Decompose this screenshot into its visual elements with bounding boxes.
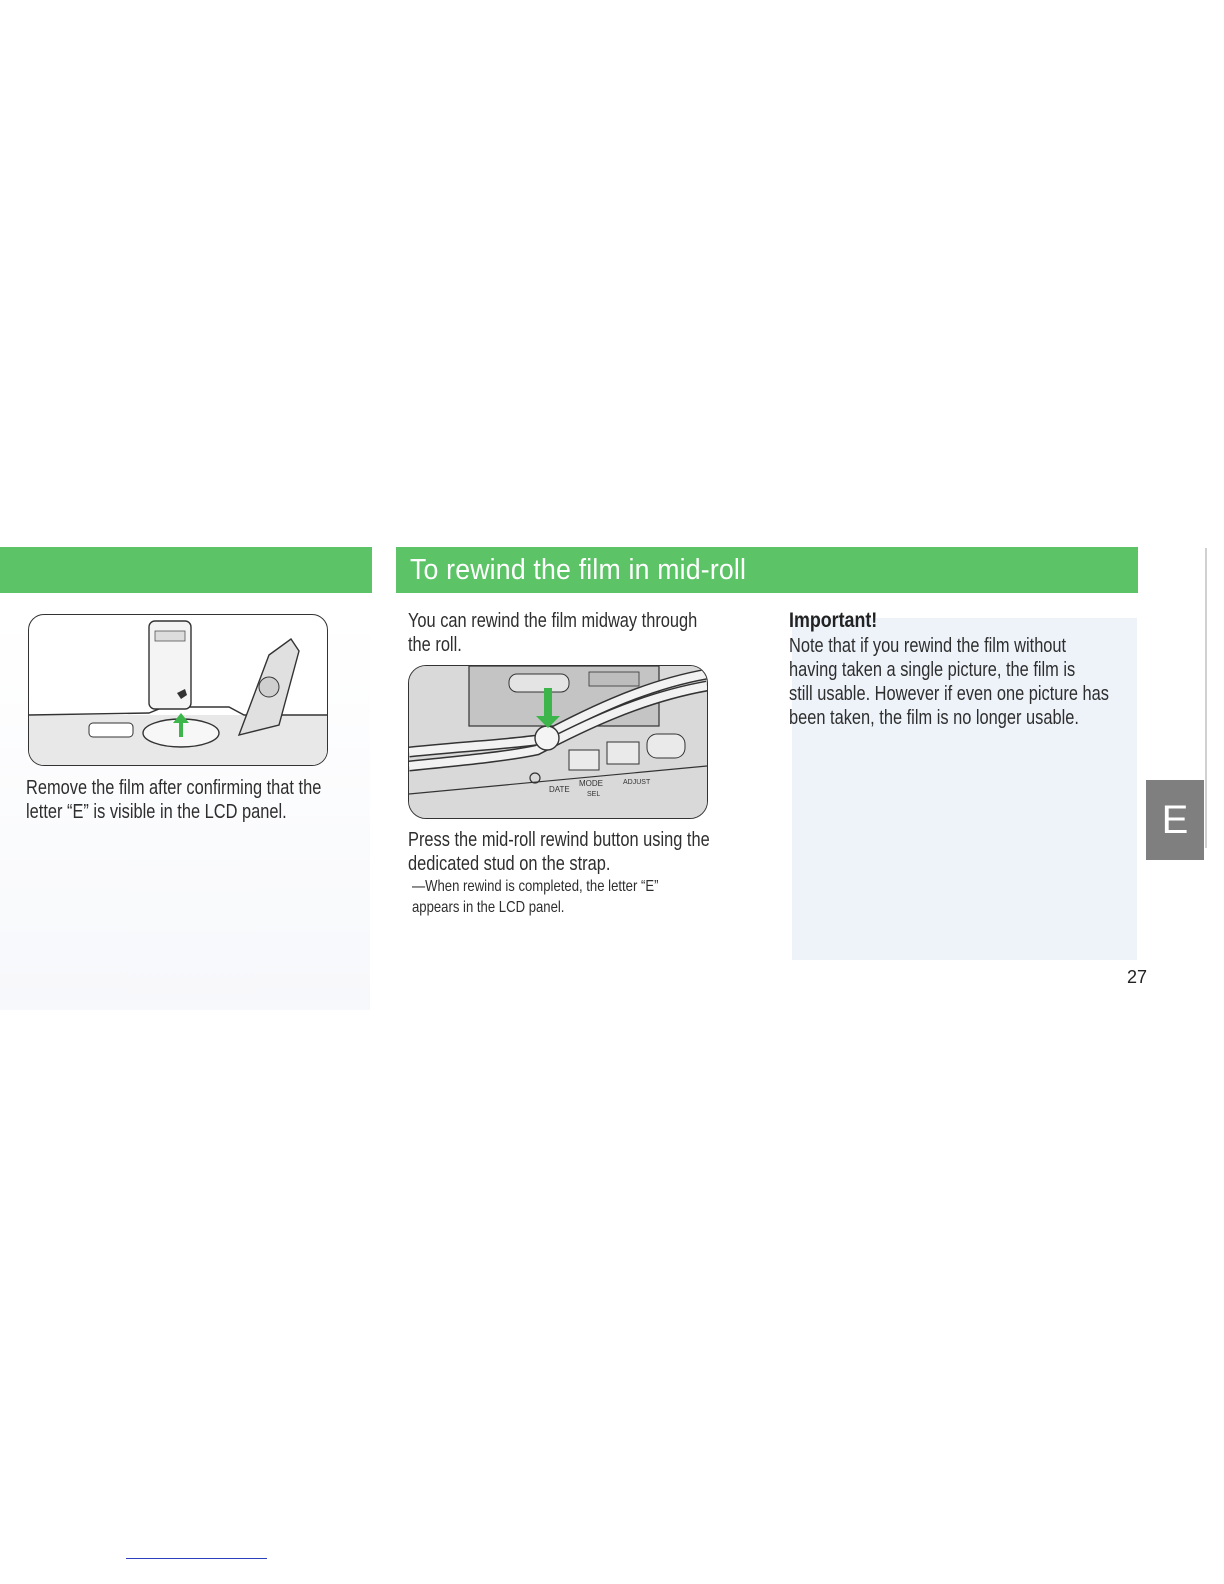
footer-rule (126, 1558, 267, 1559)
page-number: 27 (1127, 967, 1148, 987)
middle-caption: Press the mid-roll rewind button using the dedicated stud on the strap. (408, 829, 710, 875)
important-body: Note that if you rewind the film without having taken a single picture, the film is still usable. However if even one picture has been taken, the film is no longer usable. (789, 635, 1109, 729)
rewind-button-illustration (408, 665, 708, 819)
intro-text: You can rewind the film midway through the roll. (408, 610, 698, 656)
important-heading: Important! (789, 609, 878, 632)
completion-note: —When rewind is completed, the letter “E” appears in the LCD panel. (412, 878, 659, 916)
svg-text:MODE: MODE (579, 779, 603, 788)
camera-open-back-drawing (29, 615, 327, 765)
section-title: To rewind the film in mid-roll (410, 554, 747, 586)
svg-text:DATE: DATE (549, 785, 570, 794)
strap-stud-drawing (409, 666, 707, 818)
svg-text:SEL: SEL (587, 791, 601, 798)
film-removal-illustration (28, 614, 328, 766)
header-band-left (0, 547, 372, 593)
section-tab: E (1146, 780, 1204, 860)
page-edge (1205, 548, 1207, 848)
svg-text:ADJUST: ADJUST (623, 779, 651, 786)
left-caption: Remove the film after confirming that the letter “E” is visible in the LCD panel. (26, 777, 322, 823)
strap-stud-icon (535, 726, 559, 750)
